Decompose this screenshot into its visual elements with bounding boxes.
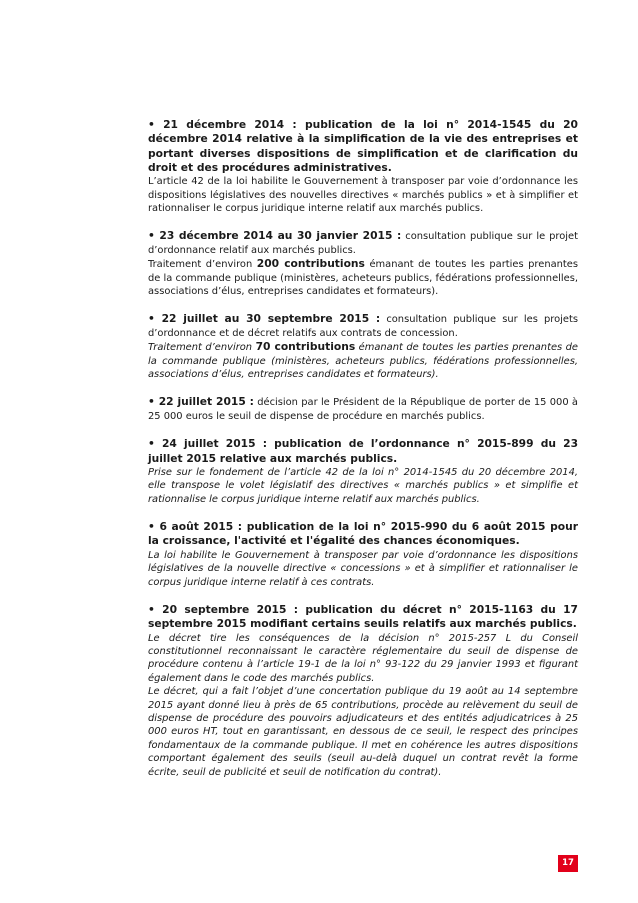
entry-text: consultation publique sur les projets d’ordonnance et de décret relatifs aux contrats de concession. [148, 314, 578, 339]
timeline-entry-loi-2015-990 [148, 520, 578, 589]
entry-text: décision par le Président de la République de porter de 15 000 à 25 000 euros le seuil de dispense de procédure en marchés publics. [148, 397, 578, 422]
timeline-entry-consultation-concessions [148, 312, 578, 381]
entry-body: Prise sur le fondement de l’article 42 de la loi n° 2014-1545 du 20 décembre 2014, elle transpose le volet législatif des directives « marchés publics » et simplifie et rationnalise le corpus juridique interne relatif aux marchés publics. [148, 466, 578, 505]
entry-heading: • 20 septembre 2015 : publication du décret n° 2015-1163 du 17 septembre 2015 modifiant certains seuils relatifs aux marchés publics. [148, 602, 578, 631]
entry-heading: • 6 août 2015 : publication de la loi n° 2015-990 du 6 août 2015 pour la croissance, l'activité et l'égalité des chances économiques. [148, 520, 578, 548]
document-body [148, 118, 578, 793]
entry-date: • 23 décembre 2014 au 30 janvier 2015 : [148, 229, 402, 243]
timeline-entry-consultation-ordonnance [148, 229, 578, 298]
timeline-entry-ordonnance-2015-899 [148, 437, 578, 506]
entry-heading: • 24 juillet 2015 : publication de l’ordonnance n° 2015-899 du 23 juillet 2015 relative aux marchés publics. [148, 437, 578, 465]
entry-detail-post: émanant de toutes les parties prenantes de la commande publique (ministères, acheteurs publics, fédérations professionnelles, associations d’élus, entreprises candidates et formateurs). [148, 342, 578, 381]
timeline-entry-decision-seuil [148, 395, 578, 423]
entry-detail-count: 70 contributions [255, 340, 356, 354]
timeline-entry-decret-2015-1163 [148, 603, 578, 779]
entry-detail-pre: Traitement d’environ [148, 342, 256, 354]
entry-body: La loi habilite le Gouvernement à transposer par voie d’ordonnance les dispositions législatives de la nouvelle directive « concessions » et à simplifier et rationnaliser le corpus juridique interne relatif à ces contrats. [148, 549, 578, 588]
page-number-badge: 17 [558, 855, 578, 872]
entry-body: L’article 42 de la loi habilite le Gouvernement à transposer par voie d’ordonnance les dispositions législatives des nouvelles directives « marchés publics » et à simplifier et rationnaliser le corpus juridique interne relatif aux marchés publics. [148, 176, 578, 214]
entry-detail-pre: Traitement d’environ [148, 259, 257, 271]
entry-date: • 22 juillet au 30 septembre 2015 : [148, 312, 381, 326]
timeline-entry-loi-2014-1545 [148, 118, 578, 215]
entry-heading: • 21 décembre 2014 : publication de la loi n° 2014-1545 du 20 décembre 2014 relative à la simplification de la vie des entreprises et portant diverses dispositions de simplification et de clarification du droit et des procédures administratives. [148, 118, 578, 174]
entry-detail-count: 200 contributions [256, 257, 365, 271]
entry-detail-post: émanant de toutes les parties prenantes de la commande publique (ministères, acheteurs publics, fédérations professionnelles, associations d’élus, entreprises candidates et formateurs). [148, 259, 579, 298]
entry-text: consultation publique sur le projet d’ordonnance relatif aux marchés publics. [148, 231, 579, 256]
entry-body: Le décret tire les conséquences de la décision n° 2015-257 L du Conseil constitutionnel reconnaissant le caractère réglementaire du seuil de dispense de procédure contenu à l’article 19-1 de la loi n° 93-122 du 29 janvier 1993 et figurant également dans le code des marchés publics. [148, 632, 578, 684]
entry-date: • 22 juillet 2015 : [148, 395, 254, 409]
entry-body-continued: Le décret, qui a fait l’objet d’une concertation publique du 19 août au 14 septembre 2015 ayant donné lieu à près de 65 contributions, procède au relèvement du seuil de dispense de procédure des pouvoirs adjudicateurs et des entités adjudicatrices à 25 000 euros HT, tout en garantissant, en dessous de ce seuil, le respect des principes fondamentaux de la commande publique. Il met en cohérence les autres dispositions comportant également des seuils (seuil au-delà duquel un contrat revêt la forme écrite, seuil de publicité et seuil de notification du contrat). [148, 686, 578, 778]
